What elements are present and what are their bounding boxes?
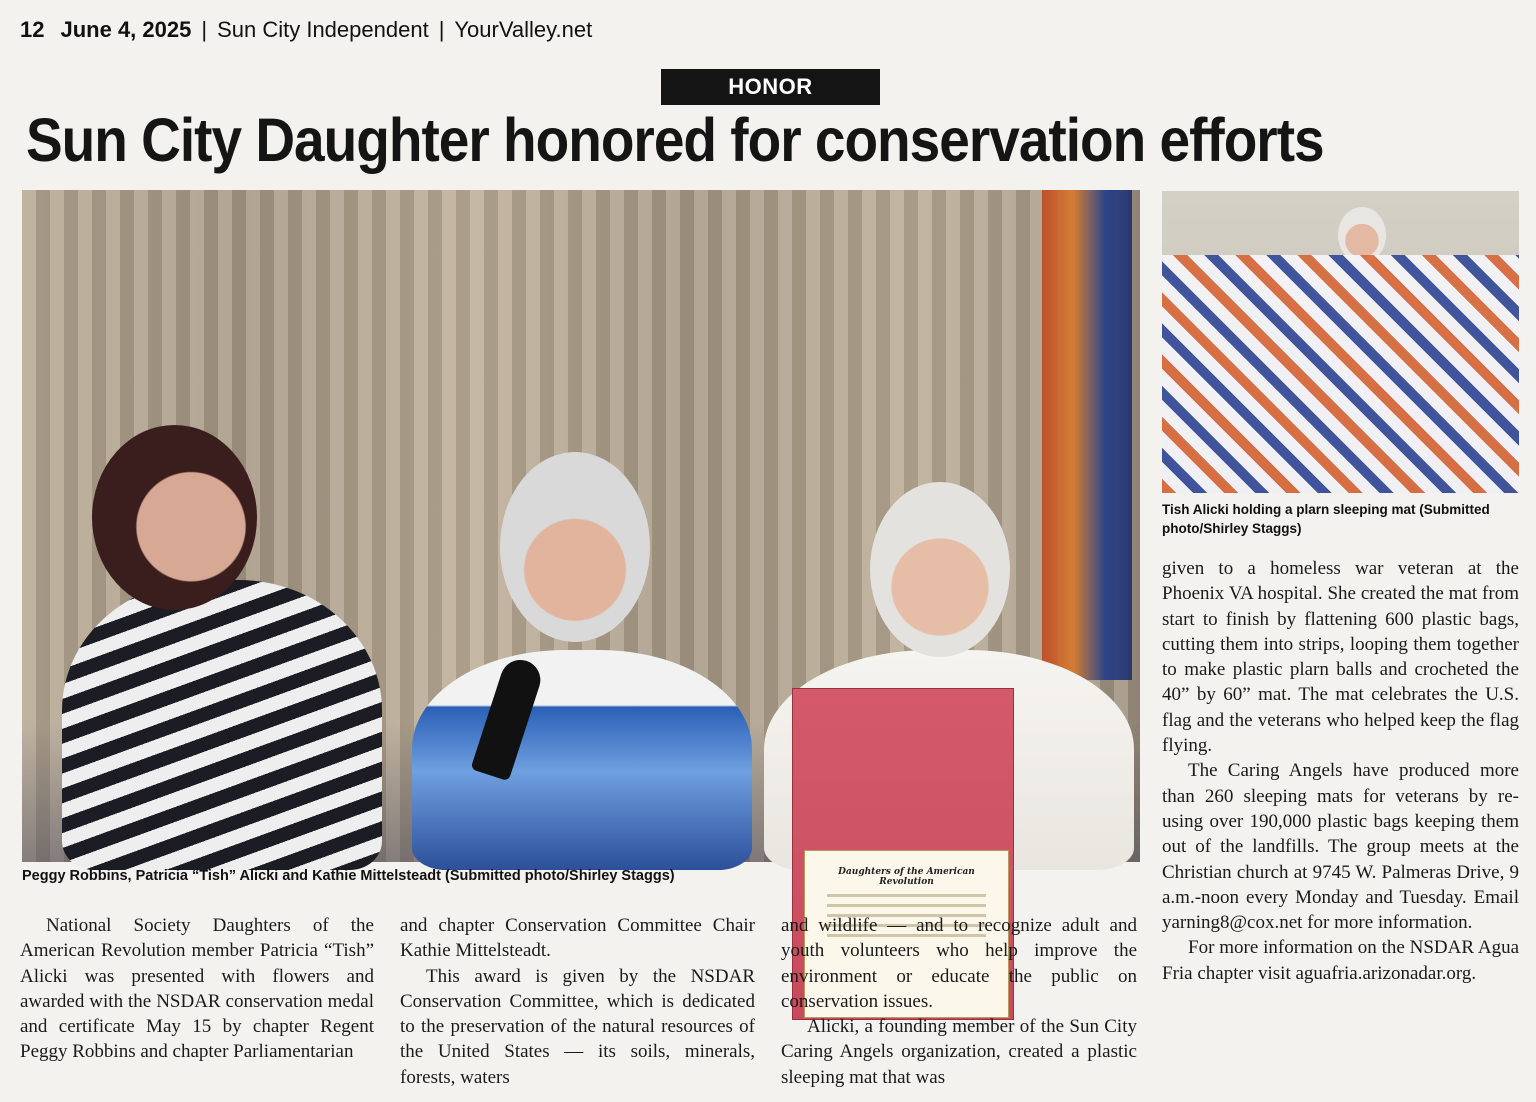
side-photo [1162,191,1519,493]
article-paragraph: given to a homeless war veteran at the Phoenix VA hospital. She created the mat from start to finish by flattening 600 plastic bags, cutting them into strips, looping them together to make plastic plarn balls and crocheted the 40” by 60” mat. The mat celebrates the U.S. flag and the veterans who helped keep the flag flying. [1162,558,1519,757]
main-photo-caption: Peggy Robbins, Patricia “Tish” Alicki and Kathie Mittelsteadt (Submitted photo/Shirley Staggs) [22,868,675,884]
article-column-2 [400,913,755,1090]
person-peggy-robbins [62,580,382,870]
person-kathie-head [870,482,1010,657]
person-tish-head [500,452,650,642]
person-tish-alicki [412,650,752,870]
article-column-4 [1162,556,1519,986]
section-label: HONOR [661,69,880,105]
publication-name: Sun City Independent [217,17,429,42]
side-photo-caption: Tish Alicki holding a plarn sleeping mat (Submitted photo/Shirley Staggs) [1162,502,1490,536]
person-peggy-head [92,425,257,610]
page-number: 12 [20,17,45,42]
article-paragraph: This award is given by the NSDAR Conservation Committee, which is dedicated to the preservation of the natural resources of the United States — its soils, minerals, forests, waters [400,965,755,1088]
article-column-1 [20,913,374,1065]
folio-separator: | [201,17,208,42]
issue-date: June 4, 2025 [60,17,192,42]
article-paragraph: National Society Daughters of the American Revolution member Patricia “Tish” Alicki was presented with flowers and awarded with the NSDAR conservation medal and certificate May 15 by chapter Regent Peggy Robbins and chapter Parliamentarian [20,915,374,1063]
article-paragraph: For more information on the NSDAR Agua Fria chapter visit aguafria.arizonadar.org. [1162,937,1519,984]
folio-separator: | [438,17,445,42]
certificate-line [827,904,986,907]
article-column-3 [781,913,1137,1090]
article-paragraph: Alicki, a founding member of the Sun City Caring Angels organization, created a plastic sleeping mat that was [781,1016,1137,1088]
certificate-line [827,894,986,897]
article-paragraph: and chapter Conservation Committee Chair Kathie Mittelsteadt. [400,915,755,962]
article-paragraph: and wildlife — and to recognize adult and youth volunteers who help improve the environment or educate the public on conservation issues. [781,915,1137,1012]
headline: Sun City Daughter honored for conservation efforts [26,105,1324,175]
certificate-title: Daughters of the American Revolution [838,867,975,887]
website-name: YourValley.net [454,17,593,42]
plarn-sleeping-mat [1162,255,1519,493]
page-folio [20,14,592,46]
arizona-flag [1042,190,1132,680]
article-paragraph: The Caring Angels have produced more than 260 sleeping mats for veterans by re-using over 190,000 plastic bags keeping them out of the landfills. The group meets at the Christian church at 9745 W. Palmeras Drive, 9 a.m.-noon every Monday and Tuesday. Email yarning8@cox.net for more information. [1162,760,1519,934]
